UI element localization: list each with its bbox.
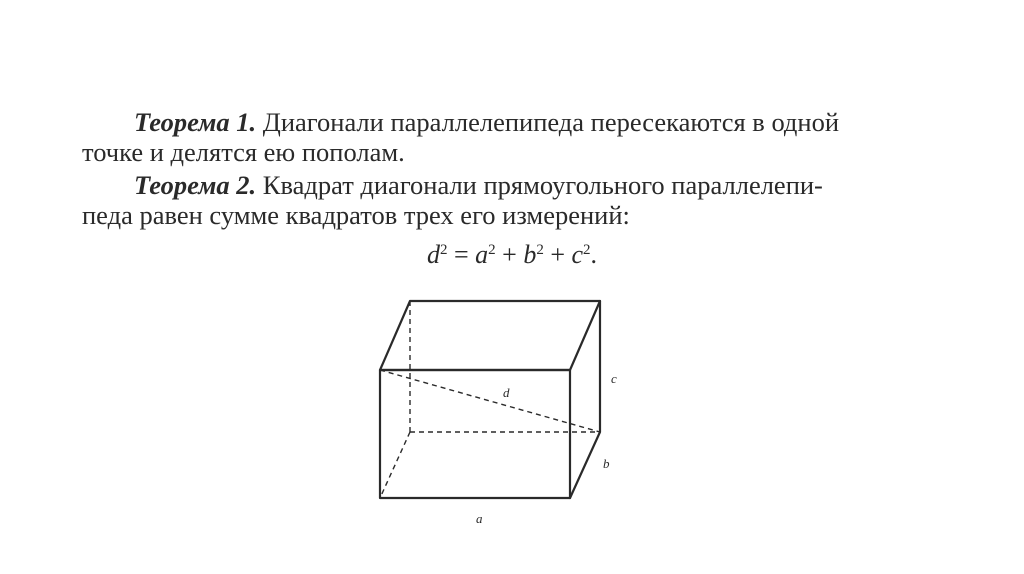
label-d: d bbox=[503, 385, 510, 400]
parallelepiped-diagram bbox=[360, 290, 650, 540]
theorem-2-label: Теорема 2. bbox=[134, 170, 257, 200]
formula-d: d bbox=[426, 240, 440, 269]
formula-b: b bbox=[523, 240, 537, 269]
formula-equals: = bbox=[453, 240, 469, 269]
formula-c-exponent: 2 bbox=[583, 242, 591, 258]
diagonal-formula bbox=[0, 240, 1024, 270]
label-b: b bbox=[603, 456, 610, 471]
top-face bbox=[380, 301, 600, 370]
space-diagonal-d bbox=[380, 370, 600, 432]
hidden-bottom-left-edge bbox=[380, 432, 410, 498]
formula-b-exponent: 2 bbox=[536, 242, 544, 258]
visible-edges bbox=[380, 301, 600, 498]
theorem-2-paragraph bbox=[82, 170, 912, 230]
theorem-2-text-line-1: Квадрат диагонали прямоугольного параллелепи- bbox=[262, 170, 823, 200]
formula-a-exponent: 2 bbox=[488, 242, 496, 258]
theorem-1-label: Теорема 1. bbox=[134, 107, 257, 137]
formula-period: . bbox=[590, 240, 598, 269]
theorem-1-text-line-1: Диагонали параллелепипеда пересекаются в одной bbox=[262, 107, 840, 137]
formula-plus-2: + bbox=[550, 240, 565, 269]
theorem-1-paragraph bbox=[82, 107, 912, 167]
parallelepiped-figure bbox=[360, 290, 650, 540]
label-c: c bbox=[611, 371, 617, 386]
label-a: a bbox=[476, 511, 483, 526]
formula-plus-1: + bbox=[502, 240, 517, 269]
right-face-edges bbox=[570, 301, 600, 498]
theorem-2-text-line-2: педа равен сумме квадратов трех его измерений: bbox=[82, 200, 630, 230]
formula-d-exponent: 2 bbox=[439, 242, 448, 258]
theorem-1-text-line-2: точке и делятся ею пополам. bbox=[82, 137, 405, 167]
formula-a: a bbox=[475, 240, 489, 269]
formula-c: c bbox=[571, 240, 584, 269]
hidden-edges bbox=[380, 301, 600, 498]
